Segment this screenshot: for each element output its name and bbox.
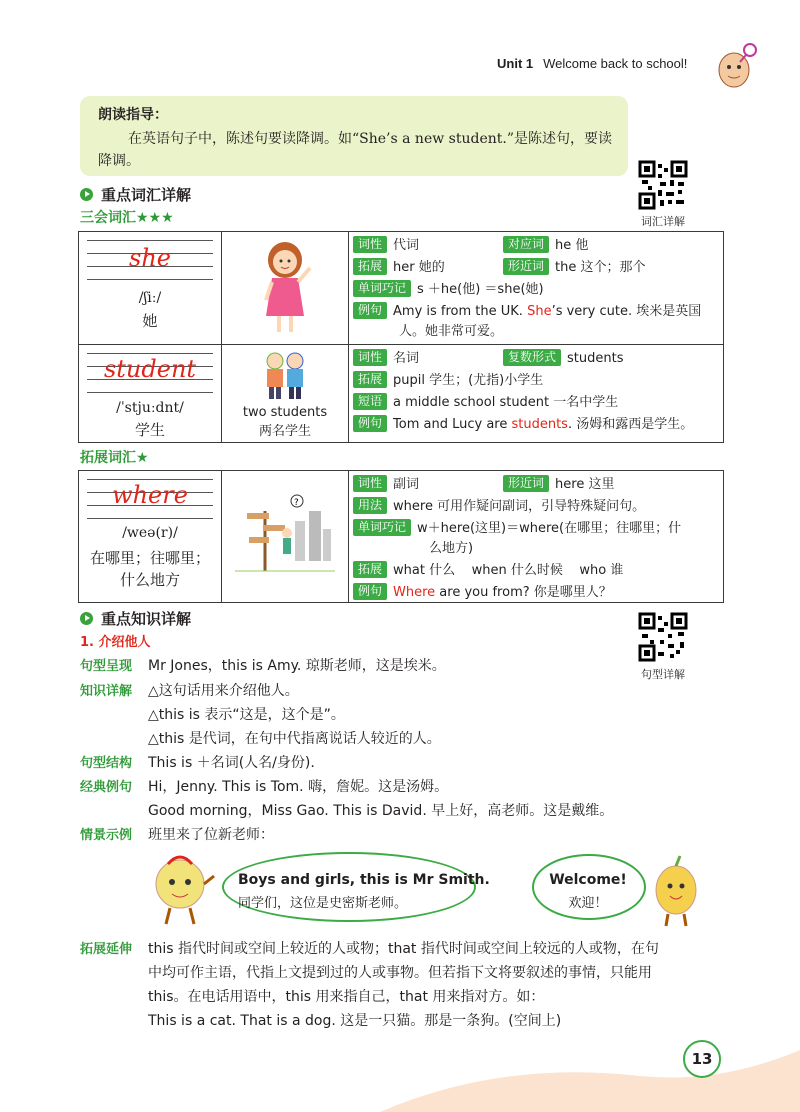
vocab-row-student: [79, 345, 724, 443]
word-cell: [79, 345, 222, 443]
svg-text:?: ?: [294, 498, 299, 508]
tag-sim: 形近词: [503, 475, 549, 492]
illustration-cell: [222, 471, 349, 603]
word-meaning: 她: [142, 312, 158, 330]
girl-illustration: [250, 238, 320, 338]
bubble-text-en: Boys and girls, this is Mr Smith.: [238, 872, 490, 888]
bubble-text-en: Welcome!: [549, 872, 627, 888]
vocab-level-label: 拓展词汇: [80, 450, 136, 466]
teacher-mascot-illustration: [148, 850, 218, 930]
extension-2: 中均可作主语，代指上文提到过的人或事物。但若指下文将要叙述的事情，只能用: [148, 965, 652, 981]
tag-example: 例句: [353, 302, 387, 319]
guide-body: 在英语句子中，陈述句要读降调。如“She’s a new student.”是陈述句，要读降调。: [98, 131, 612, 169]
explanation-1: △这句话用来介绍他人。: [148, 683, 299, 699]
bubble-text-cn: 欢迎！: [568, 896, 608, 911]
detail-cell: [349, 345, 724, 443]
example-text: Amy is from the UK. She’s very cute. 埃米是英国: [393, 304, 702, 319]
tag-usage: 用法: [353, 497, 387, 514]
illustration-cell: [222, 232, 349, 345]
plural-text: students: [567, 351, 624, 366]
section-heading: [80, 608, 191, 629]
play-icon: [80, 188, 93, 201]
tag-mem: 单词巧记: [353, 519, 411, 536]
extension-3: this。在电话用语中，this 用来指自己，that 用来指对方。如：: [148, 989, 545, 1005]
running-header: [497, 56, 687, 71]
word-script: where: [112, 481, 188, 509]
tag-sim: 形近词: [503, 258, 549, 275]
word-meaning: 在哪里；往哪里；: [89, 549, 210, 567]
example-text: Where are you from? 你是哪里人？: [393, 585, 612, 600]
vocab-row-she: [79, 232, 724, 345]
vocab-level-label: 三会词汇: [80, 210, 136, 226]
ext-text: pupil 学生；(尤指)小学生: [393, 373, 544, 388]
mem-text: s ＋he(他) ＝she(她): [417, 282, 544, 297]
tag-pos: 词性: [353, 475, 387, 492]
vocab-level-heading: [80, 207, 174, 227]
scenario-text: 班里来了位新老师：: [148, 827, 274, 843]
bubble-text-cn: 同学们，这位是史密斯老师。: [238, 896, 408, 911]
vocab-row-where: [79, 471, 724, 603]
extension-4: This is a cat. That is a dog. 这是一只猫。那是一条狗。(空间上): [148, 1013, 562, 1029]
mascot-icon: [712, 40, 760, 92]
qr-code-icon[interactable]: [638, 160, 688, 210]
label-pattern: 句型呈现: [80, 659, 133, 674]
knowledge-point-title: 1. 介绍他人: [80, 635, 151, 650]
example-1: Hi，Jenny. This is Tom. 嗨，詹妮。这是汤姆。: [148, 779, 449, 795]
phrase-text: a middle school student 一名中学生: [393, 395, 619, 410]
guide-title: 朗读指导：: [98, 107, 168, 123]
sim-text: here 这里: [555, 477, 615, 492]
vocab-table: [78, 470, 724, 603]
sim-text: the 这个；那个: [555, 260, 646, 275]
reading-guide-box: [80, 96, 628, 176]
signpost-illustration: [235, 491, 335, 581]
label-examples: 经典例句: [80, 780, 133, 795]
illustration-caption-en: two students: [242, 405, 328, 420]
qr-label: 词汇详解: [641, 215, 685, 228]
label-structure: 句型结构: [80, 756, 133, 771]
word-script: student: [103, 355, 197, 383]
tag-example: 例句: [353, 583, 387, 600]
tag-ext: 拓展: [353, 258, 387, 275]
tag-pair: 对应词: [503, 236, 549, 253]
tag-pos: 词性: [353, 236, 387, 253]
example-text: Tom and Lucy are students. 汤姆和露西是学生。: [393, 417, 694, 432]
label-explanation: 知识详解: [80, 684, 133, 699]
example-2: Good morning，Miss Gao. This is David. 早上好，高老师。这是戴维。: [148, 803, 614, 819]
pattern-text: Mr Jones，this is Amy. 琼斯老师，这是埃米。: [148, 658, 446, 674]
usage-text: where 可用作疑问副词，引导特殊疑问句。: [393, 499, 646, 514]
pos-text: 名词: [393, 351, 420, 366]
explanation-3: △this 是代词，在句中代指离说话人较近的人。: [148, 731, 441, 747]
word-meaning: 学生: [134, 421, 165, 439]
tag-example: 例句: [353, 415, 387, 432]
unit-title: Welcome back to school!: [543, 56, 688, 71]
phonetic: /weə(r)/: [122, 525, 178, 541]
page-number: 13: [683, 1040, 721, 1078]
tag-ext: 拓展: [353, 371, 387, 388]
star-rating-icon: ★★★: [136, 210, 174, 226]
word-meaning: 什么地方: [119, 571, 180, 589]
vocab-table: [78, 231, 724, 443]
section-heading-text: 重点词汇详解: [101, 186, 192, 204]
explanation-2: △this is 表示“这是，这个是”。: [148, 707, 345, 723]
ext-text: what 什么 when 什么时候 who 谁: [393, 563, 624, 578]
unit-label: Unit 1: [497, 56, 534, 71]
pos-text: 副词: [393, 477, 420, 492]
tag-ext: 拓展: [353, 561, 387, 578]
qr-code-icon[interactable]: [638, 612, 688, 662]
ext-text: her 她的: [393, 260, 445, 275]
word-script: she: [129, 244, 171, 272]
example-continued: 人。她非常可爱。: [399, 324, 504, 339]
detail-cell: [349, 232, 724, 345]
pos-text: 代词: [393, 238, 420, 253]
extension-1: this 指代时间或空间上较近的人或物；that 指代时间或空间上较远的人或物，在句: [148, 941, 659, 957]
mem-continued: 么地方): [429, 541, 474, 556]
label-extension: 拓展延伸: [80, 942, 133, 957]
detail-cell: [349, 471, 724, 603]
label-scenario: 情景示例: [80, 828, 133, 843]
section-heading: [80, 184, 191, 205]
student-mascot-illustration: [646, 852, 706, 930]
tag-phrase: 短语: [353, 393, 387, 410]
illustration-cell: [222, 345, 349, 443]
vocab-level-heading: [80, 447, 149, 467]
structure-text: This is ＋名词(人名/身份).: [148, 755, 315, 771]
phonetic: /ʃiː/: [138, 290, 162, 306]
qr-label: 句型详解: [641, 668, 685, 681]
illustration-caption-cn: 两名学生: [258, 424, 311, 439]
play-icon: [80, 612, 93, 625]
tag-mem: 单词巧记: [353, 280, 411, 297]
word-cell: [79, 232, 222, 345]
tag-plural: 复数形式: [503, 349, 561, 366]
word-cell: [79, 471, 222, 603]
mem-text: w＋here(这里)＝where(在哪里；往哪里；什: [417, 521, 682, 536]
star-rating-icon: ★: [136, 450, 149, 466]
students-illustration: [255, 349, 315, 401]
tag-pos: 词性: [353, 349, 387, 366]
phonetic: /ˈstjuːdnt/: [116, 400, 184, 416]
pair-text: he 他: [555, 238, 589, 253]
section-heading-text: 重点知识详解: [101, 610, 192, 628]
footer-wave-decoration: [380, 1040, 800, 1112]
